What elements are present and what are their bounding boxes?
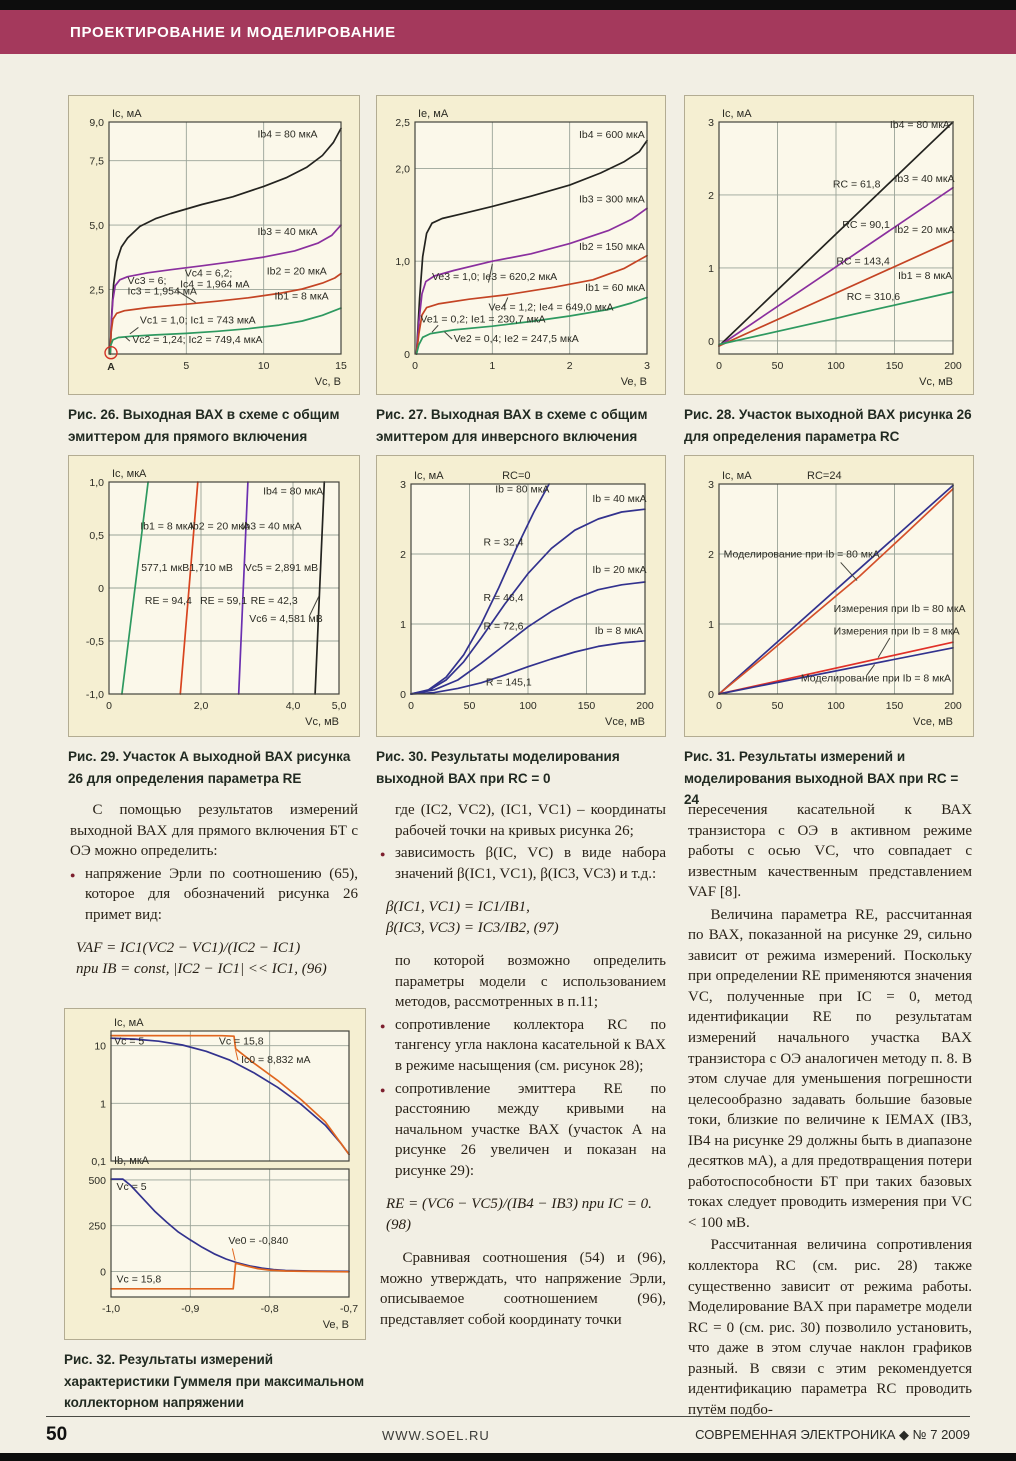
svg-text:Ib1 = 8 мкА: Ib1 = 8 мкА xyxy=(898,269,953,282)
svg-text:3: 3 xyxy=(644,360,650,372)
svg-text:Vc6 = 4,581 мВ: Vc6 = 4,581 мВ xyxy=(249,612,323,625)
svg-text:2: 2 xyxy=(708,189,714,202)
figure-32 xyxy=(64,1008,366,1414)
svg-text:5,0: 5,0 xyxy=(89,220,104,233)
svg-text:R = 32,4: R = 32,4 xyxy=(483,536,524,549)
bullet-text: зависимость β(IC, VC) в виде набора значений β(IC1, VC1), β(IC3, VC3) и т.д.: xyxy=(395,845,666,882)
svg-text:Vce, мВ: Vce, мВ xyxy=(605,716,645,728)
journal-issue: СОВРЕМЕННАЯ ЭЛЕКТРОНИКА ◆ № 7 2009 xyxy=(695,1427,970,1442)
figure-26-chart xyxy=(68,95,360,395)
bullet-icon: ● xyxy=(380,849,386,860)
svg-text:Ib = 8 мкА: Ib = 8 мкА xyxy=(594,624,643,637)
paragraph xyxy=(380,843,666,884)
figure-29-caption: Рис. 29. Участок А выходной ВАХ рисунка 26 для определения параметра RE xyxy=(68,749,351,786)
svg-text:Ib3 = 40 мкА: Ib3 = 40 мкА xyxy=(257,225,318,238)
figure-28-caption: Рис. 28. Участок выходной ВАХ рисунка 26 для определения параметра RC xyxy=(684,407,972,444)
svg-text:Ve3 = 1,0; Ie3 = 620,2 мкА: Ve3 = 1,0; Ie3 = 620,2 мкА xyxy=(432,270,558,283)
svg-text:Ib2 = 20 мкА: Ib2 = 20 мкА xyxy=(189,520,250,533)
svg-text:Ve1 = 0,2; Ie1 = 230,7 мкА: Ve1 = 0,2; Ie1 = 230,7 мкА xyxy=(420,313,546,326)
svg-text:2: 2 xyxy=(566,360,573,372)
svg-text:50: 50 xyxy=(771,360,784,372)
svg-text:-0,9: -0,9 xyxy=(181,1303,200,1315)
formula-line: RE = (VC6 − VC5)/(IB4 − IB3) при IC = 0.(98) xyxy=(386,1196,652,1233)
figure-29 xyxy=(68,455,360,789)
paragraph xyxy=(380,1015,666,1077)
fig29-svg xyxy=(75,462,353,730)
svg-text:15: 15 xyxy=(335,360,347,372)
svg-text:0: 0 xyxy=(412,360,418,372)
svg-text:0: 0 xyxy=(98,583,104,595)
paragraph: С помощью результатов измерений выходной ВАХ для прямого включения БТ с ОЭ можно определить: xyxy=(70,802,358,860)
section-title: ПРОЕКТИРОВАНИЕ И МОДЕЛИРОВАНИЕ xyxy=(70,23,396,41)
svg-text:577,1 мкВ: 577,1 мкВ xyxy=(141,562,190,575)
svg-text:Vc1 = 1,0; Ic1 = 743 мкА: Vc1 = 1,0; Ic1 = 743 мкА xyxy=(139,314,256,327)
svg-text:Ie, мА: Ie, мА xyxy=(418,108,449,120)
svg-text:0: 0 xyxy=(408,700,414,712)
paragraph: где (IC2, VC2), (IC1, VC1) – координаты рабочей точки на кривых рисунка 26; xyxy=(395,802,666,839)
svg-text:0,1: 0,1 xyxy=(91,1156,106,1168)
formula xyxy=(76,938,358,979)
svg-text:Vc4 = 6,2;: Vc4 = 6,2; xyxy=(184,267,233,280)
svg-text:0: 0 xyxy=(716,700,722,712)
svg-text:Измерения при Ib = 8 мкА: Измерения при Ib = 8 мкА xyxy=(833,625,960,638)
svg-text:Ib4 = 80 мкА: Ib4 = 80 мкА xyxy=(263,485,324,498)
figure-31 xyxy=(684,455,974,811)
svg-text:RC = 61,8: RC = 61,8 xyxy=(832,178,881,191)
svg-text:2,5: 2,5 xyxy=(395,117,410,129)
formula-line: β(IC1, VC1) = IC1/IB1, xyxy=(386,899,530,916)
svg-text:Ic, мА: Ic, мА xyxy=(414,470,444,482)
svg-text:0,5: 0,5 xyxy=(89,530,104,542)
page-top-edge xyxy=(0,0,1016,10)
svg-text:Ib3 = 300 мкА: Ib3 = 300 мкА xyxy=(578,193,645,206)
svg-text:Vc3 = 6;: Vc3 = 6; xyxy=(127,274,167,287)
svg-text:Vce, мВ: Vce, мВ xyxy=(913,716,953,728)
bullet-icon: ● xyxy=(380,1084,386,1095)
svg-text:Моделирование при Ib = 80 мкА: Моделирование при Ib = 80 мкА xyxy=(723,548,880,561)
svg-text:0: 0 xyxy=(106,700,112,712)
svg-text:100: 100 xyxy=(827,700,845,712)
svg-text:3: 3 xyxy=(400,479,406,491)
svg-text:Измерения при Ib = 80 мкА: Измерения при Ib = 80 мкА xyxy=(833,603,966,616)
fig28-svg xyxy=(691,102,967,390)
svg-text:Моделирование при Ib = 8 мкА: Моделирование при Ib = 8 мкА xyxy=(800,672,951,685)
svg-text:200: 200 xyxy=(636,700,654,712)
svg-text:2: 2 xyxy=(708,549,714,561)
svg-text:Ic3 = 1,954 мА: Ic3 = 1,954 мА xyxy=(127,285,197,298)
svg-text:5: 5 xyxy=(183,360,190,372)
svg-text:RE = 94,4: RE = 94,4 xyxy=(144,594,192,607)
svg-text:Ve0 = -0,840: Ve0 = -0,840 xyxy=(228,1234,289,1247)
formula-line: β(IC3, VC3) = IC3/IB2, (97) xyxy=(386,919,559,936)
figure-31-chart xyxy=(684,455,974,737)
svg-text:1: 1 xyxy=(100,1098,106,1111)
svg-text:50: 50 xyxy=(463,700,476,712)
formula xyxy=(386,1194,666,1235)
svg-text:1: 1 xyxy=(708,262,714,275)
figure-27 xyxy=(376,95,666,447)
page-number: 50 xyxy=(46,1424,68,1445)
svg-text:2: 2 xyxy=(400,549,406,561)
svg-text:Ve4 = 1,2; Ie4 = 649,0 мкА: Ve4 = 1,2; Ie4 = 649,0 мкА xyxy=(488,301,614,314)
svg-text:10: 10 xyxy=(94,1040,106,1053)
svg-text:5,0: 5,0 xyxy=(331,700,347,712)
svg-text:-1,0: -1,0 xyxy=(85,689,104,701)
paragraph xyxy=(380,1079,666,1182)
svg-text:Ib, мкА: Ib, мкА xyxy=(114,1155,149,1167)
figure-30-chart xyxy=(376,455,666,737)
svg-text:Ic0 = 8,832 мА: Ic0 = 8,832 мА xyxy=(241,1054,311,1067)
figure-26-caption: Рис. 26. Выходная ВАХ в схеме с общим эмиттером для прямого включения xyxy=(68,407,340,444)
section-header xyxy=(0,10,1016,54)
svg-text:Vc = 15,8: Vc = 15,8 xyxy=(116,1273,162,1286)
svg-text:-0,5: -0,5 xyxy=(85,636,104,648)
svg-text:RC=0: RC=0 xyxy=(502,470,531,482)
svg-text:Ib3 = 40 мкА: Ib3 = 40 мкА xyxy=(894,172,955,185)
svg-text:150: 150 xyxy=(577,700,596,712)
page-bottom-edge xyxy=(0,1453,1016,1461)
svg-text:Ic, мА: Ic, мА xyxy=(114,1017,144,1029)
svg-text:Vc = 5: Vc = 5 xyxy=(116,1181,147,1194)
svg-text:2,0: 2,0 xyxy=(395,163,410,176)
article-column-3 xyxy=(688,800,972,1418)
svg-text:-1,0: -1,0 xyxy=(101,1303,121,1315)
svg-text:Vc = 5: Vc = 5 xyxy=(114,1035,145,1048)
svg-text:200: 200 xyxy=(944,360,962,372)
svg-text:100: 100 xyxy=(827,360,845,372)
svg-text:Vc2 = 1,24; Ic2 = 749,4 мкА: Vc2 = 1,24; Ic2 = 749,4 мкА xyxy=(132,334,263,347)
bullet-text: сопротивление эмиттера RE по расстоянию между кривыми на начальном участке ВАХ (участок А на рисунке 26 увеличен и показан на рисунке 29): xyxy=(395,1080,666,1179)
svg-text:R = 72,6: R = 72,6 xyxy=(483,620,524,633)
paragraph xyxy=(70,864,358,926)
svg-text:Ve2 = 0,4; Ie2 = 247,5 мкА: Ve2 = 0,4; Ie2 = 247,5 мкА xyxy=(453,332,579,345)
svg-text:1,0: 1,0 xyxy=(89,477,104,489)
figure-32-chart xyxy=(64,1008,366,1340)
paragraph: Рассчитанная величина сопротивления коллектора RC (см. рис. 28) также существенно зависит от режима работы. Моделирование ВАХ при параметре модели RC = 0 (см. рис. 30) позволило установить, что даже в этом случае наклон графиков разный. В связи с этим рекомендуется идентификацию параметра RC проводить путём подбо- xyxy=(688,1237,972,1418)
svg-text:10: 10 xyxy=(257,360,270,372)
svg-text:2,0: 2,0 xyxy=(193,700,209,712)
svg-text:Vc = 15,8: Vc = 15,8 xyxy=(218,1035,264,1048)
svg-text:Ic, мА: Ic, мА xyxy=(112,108,142,120)
svg-text:1,710 мВ: 1,710 мВ xyxy=(189,562,233,575)
svg-text:Ve, В: Ve, В xyxy=(620,376,647,388)
svg-text:RE = 59,1: RE = 59,1 xyxy=(200,594,248,607)
svg-text:1,0: 1,0 xyxy=(395,256,410,269)
svg-text:-0,8: -0,8 xyxy=(260,1303,279,1315)
svg-text:Ic4 = 1,964 мА: Ic4 = 1,964 мА xyxy=(180,278,250,291)
svg-text:7,5: 7,5 xyxy=(89,155,104,168)
bullet-icon: ● xyxy=(380,1020,386,1031)
figure-26 xyxy=(68,95,360,447)
svg-text:Ib2 = 20 мкА: Ib2 = 20 мкА xyxy=(894,223,955,236)
article-column-1 xyxy=(70,800,358,1002)
fig32a-svg xyxy=(71,1015,359,1168)
svg-text:200: 200 xyxy=(944,700,962,712)
figure-30-caption: Рис. 30. Результаты моделирования выходной ВАХ при RC = 0 xyxy=(376,749,620,786)
svg-text:Vc, В: Vc, В xyxy=(314,376,341,388)
svg-text:150: 150 xyxy=(885,360,904,372)
paragraph: Сравнивая соотношения (54) и (96), можно утверждать, что напряжение Эрли, описываемое соотношением (96), представляет собой координату точки xyxy=(380,1250,666,1329)
figure-27-caption: Рис. 27. Выходная ВАХ в схеме с общим эмиттером для инверсного включения xyxy=(376,407,648,444)
site-url: WWW.SOEL.RU xyxy=(382,1428,490,1443)
svg-text:RE = 42,3: RE = 42,3 xyxy=(250,594,298,607)
figure-31-caption: Рис. 31. Результаты измерений и моделирования выходной ВАХ при RC = 24 xyxy=(684,749,959,808)
svg-text:Vc, мВ: Vc, мВ xyxy=(919,376,953,388)
svg-text:Ic, мА: Ic, мА xyxy=(722,470,752,482)
svg-text:500: 500 xyxy=(88,1174,106,1187)
svg-text:Ib = 40 мкА: Ib = 40 мкА xyxy=(592,493,647,506)
svg-text:Ic, мкА: Ic, мкА xyxy=(112,468,147,480)
svg-text:Ve, В: Ve, В xyxy=(322,1319,349,1331)
svg-text:RC=24: RC=24 xyxy=(807,470,842,482)
fig30-svg xyxy=(383,462,659,730)
figure-29-chart xyxy=(68,455,360,737)
figure-32-top-chart xyxy=(71,1015,359,1168)
svg-text:R = 145,1: R = 145,1 xyxy=(485,676,532,689)
bullet-text: сопротивление коллектора RC по тангенсу угла наклона касательной к ВАХ в режиме насыщения (см. рисунок 28); xyxy=(395,1016,666,1075)
svg-text:Ib1 = 8 мкА: Ib1 = 8 мкА xyxy=(140,520,195,533)
svg-text:-0,7: -0,7 xyxy=(339,1303,359,1315)
svg-text:2,5: 2,5 xyxy=(89,284,104,297)
bullet-text: напряжение Эрли по соотношению (65), которое для обозначений рисунка 26 примет вид: xyxy=(85,865,358,923)
figure-28-chart xyxy=(684,95,974,395)
formula xyxy=(386,897,666,938)
bullet-icon: ● xyxy=(70,869,76,880)
paragraph: Величина параметра RE, рассчитанная по ВАХ, показанной на рисунке 29, сильно зависит от режима измерений. Поскольку при определении RE применяются значения VC, полученные при IC = 0, метод идентификации RE по результатам измерений начального участка ВАХ транзистора с ОЭ аналогичен методу п. 8. В этом случае для уменьшения погрешности целесообразно задавать большие базовые токи, близкие по величине к IEMAX (IB3, IB4 на рисунке 29 должны быть в диапазоне десятков мА), а для предотвращения потери работоспособности БТ при таких базовых токах следует проводить измерения при VC < 100 мВ. xyxy=(688,906,972,1231)
svg-text:9,0: 9,0 xyxy=(89,117,104,129)
svg-text:Ib = 20 мкА: Ib = 20 мкА xyxy=(592,563,647,576)
figure-32-caption: Рис. 32. Результаты измерений характеристики Гуммеля при максимальном коллекторном напряжении xyxy=(64,1352,365,1411)
svg-text:Ib2 = 150 мкА: Ib2 = 150 мкА xyxy=(578,241,645,254)
svg-text:Ic, мА: Ic, мА xyxy=(722,108,752,120)
paragraph: пересечения касательной к ВАХ транзистора с ОЭ в активном режиме работы с осью VC, что совпадает с известным качественным представлением VAF [8]. xyxy=(688,802,972,901)
svg-text:0: 0 xyxy=(100,1266,106,1279)
fig31-svg xyxy=(691,462,967,730)
svg-text:250: 250 xyxy=(88,1220,106,1233)
svg-text:Ib = 80 мкА: Ib = 80 мкА xyxy=(495,483,550,496)
fig26-svg xyxy=(75,102,353,390)
svg-text:RC = 143,4: RC = 143,4 xyxy=(836,255,890,268)
figure-30 xyxy=(376,455,666,789)
svg-text:3: 3 xyxy=(708,479,714,491)
svg-text:0: 0 xyxy=(400,689,406,701)
svg-text:50: 50 xyxy=(771,700,784,712)
svg-text:150: 150 xyxy=(885,700,904,712)
fig27-svg xyxy=(383,102,659,390)
figure-28 xyxy=(684,95,974,447)
svg-text:Ib1 = 8 мкА: Ib1 = 8 мкА xyxy=(274,290,329,303)
svg-text:Ib4 = 80 мкА: Ib4 = 80 мкА xyxy=(257,128,318,141)
svg-text:Vc5 = 2,891 мВ: Vc5 = 2,891 мВ xyxy=(244,562,319,575)
svg-text:0: 0 xyxy=(708,335,714,348)
svg-text:1: 1 xyxy=(708,619,714,631)
svg-text:Ib4 = 600 мкА: Ib4 = 600 мкА xyxy=(578,128,645,141)
page-footer xyxy=(46,1416,970,1446)
svg-text:R = 46,4: R = 46,4 xyxy=(483,591,524,604)
svg-text:4,0: 4,0 xyxy=(285,700,301,712)
svg-text:1: 1 xyxy=(400,619,406,631)
svg-text:Ib2 = 20 мкА: Ib2 = 20 мкА xyxy=(266,265,327,278)
svg-text:0: 0 xyxy=(716,360,722,372)
svg-text:RC = 90,1: RC = 90,1 xyxy=(842,218,890,231)
svg-text:RC = 310,6: RC = 310,6 xyxy=(846,291,901,304)
formula-line: при IB = const, |IC2 − IC1| << IC1, (96) xyxy=(76,960,327,977)
svg-text:Vc, мВ: Vc, мВ xyxy=(305,716,339,728)
svg-text:Ib3 = 40 мкА: Ib3 = 40 мкА xyxy=(241,520,302,533)
svg-text:A: A xyxy=(107,361,115,373)
svg-text:100: 100 xyxy=(519,700,537,712)
paragraph: по которой возможно определить параметры модели с использованием методов, рассмотренных в п.11; xyxy=(395,953,666,1011)
svg-text:0: 0 xyxy=(708,689,714,701)
svg-text:0: 0 xyxy=(404,349,410,361)
footer-rule xyxy=(46,1416,970,1417)
figure-27-chart xyxy=(376,95,666,395)
svg-text:Ib1 = 60 мкА: Ib1 = 60 мкА xyxy=(585,281,646,294)
article-column-2 xyxy=(380,800,666,1418)
svg-text:1: 1 xyxy=(489,360,496,372)
formula-line: VAF = IC1(VC2 − VC1)/(IC2 − IC1) xyxy=(76,940,301,957)
svg-text:Ib4 = 80 мкА: Ib4 = 80 мкА xyxy=(889,118,950,131)
svg-text:3: 3 xyxy=(708,117,714,129)
